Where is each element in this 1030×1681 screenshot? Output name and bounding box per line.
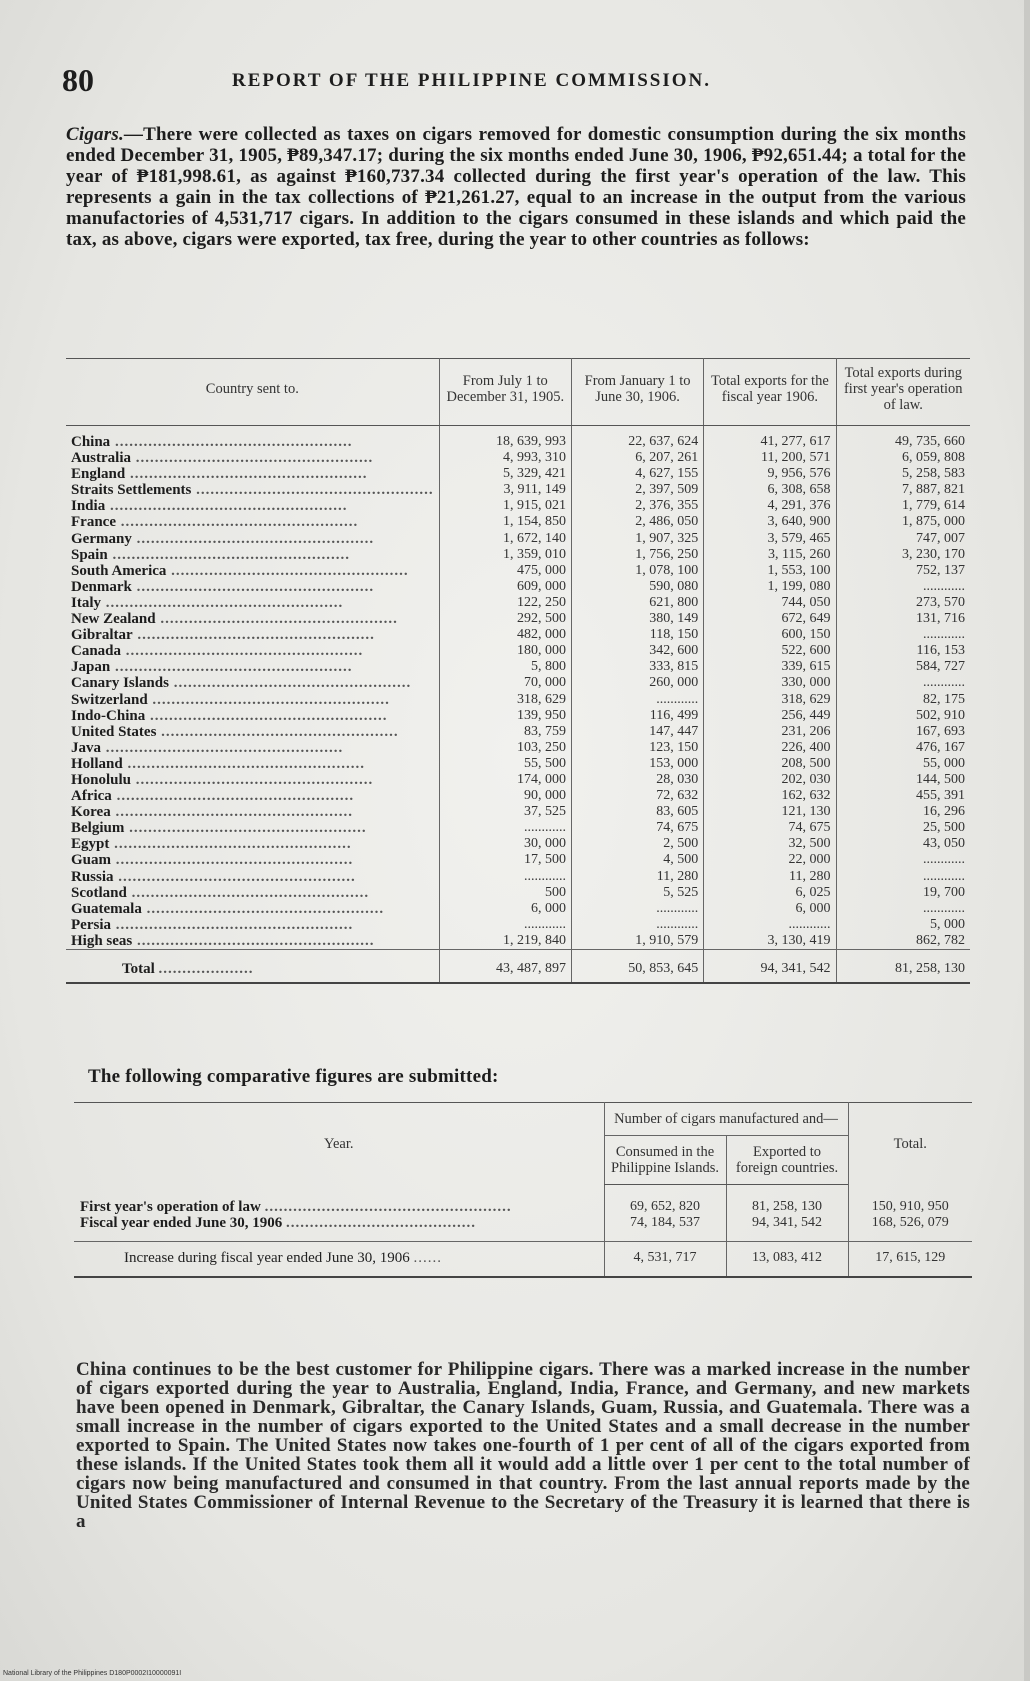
cell-c1: 70, 000 <box>439 675 571 691</box>
cell-c4: ............ <box>836 579 970 595</box>
cell-c3: 256, 449 <box>704 708 836 724</box>
cell-c4: 752, 137 <box>836 563 970 579</box>
page-number: 80 <box>62 62 94 98</box>
cell-c4: 6, 059, 808 <box>836 450 970 466</box>
row-label: Fiscal year ended June 30, 1906 <box>80 1215 283 1231</box>
cell-c4: 584, 727 <box>836 659 970 675</box>
country-name: Holland <box>71 755 123 772</box>
table-row: Switzerland .................................................. 318, 629 ............ 318, 629 82, 175 <box>66 692 970 708</box>
table-row: New Zealand .................................................. 292, 500 380, 149 672, 649 131, 716 <box>66 611 970 627</box>
country-name: Guam <box>71 852 112 869</box>
table-row: First year's operation of law .................................................... 69, 652, 820 81, 258, 130 150, 910, 950 <box>74 1185 972 1216</box>
cell-c1: 500 <box>439 885 571 901</box>
cell-c4: ............ <box>836 901 970 917</box>
cell-c2: 153, 000 <box>571 756 703 772</box>
cell-c2: 2, 486, 050 <box>571 514 703 530</box>
country-name: Switzerland <box>71 691 148 708</box>
col-year-header: Year. <box>323 1135 354 1152</box>
cell-c2: 2, 500 <box>571 836 703 852</box>
cell-c1: 139, 950 <box>439 708 571 724</box>
table-row: Denmark .................................................. 609, 000 590, 080 1, 199, 080 ............ <box>66 579 970 595</box>
cell-c1: 6, 000 <box>439 901 571 917</box>
table-row: South America .................................................. 475, 000 1, 078, 100 1, 553, 100 752, 137 <box>66 563 970 579</box>
cell-c4: 476, 167 <box>836 740 970 756</box>
cell-c4: 502, 910 <box>836 708 970 724</box>
table-row: Australia .................................................. 4, 993, 310 6, 207, 261 11, 200, 571 6, 059, 808 <box>66 450 970 466</box>
country-name: Spain <box>71 546 108 563</box>
cell-c3: 1, 199, 080 <box>704 579 836 595</box>
country-name: High seas <box>71 932 133 949</box>
cell-c4: 7, 887, 821 <box>836 482 970 498</box>
cell-c3: 22, 000 <box>704 852 836 868</box>
cell-c3: 231, 206 <box>704 724 836 740</box>
table-row: Germany .................................................. 1, 672, 140 1, 907, 325 3, 579, 465 747, 007 <box>66 531 970 547</box>
cell-c1: 90, 000 <box>439 788 571 804</box>
table-row: Scotland .................................................. 500 5, 525 6, 025 19, 700 <box>66 885 970 901</box>
country-name: Russia <box>71 868 114 885</box>
cell-c2: 380, 149 <box>571 611 703 627</box>
col-exported-header: Exported to foreign countries. <box>726 1136 848 1185</box>
table-row: England .................................................. 5, 329, 421 4, 627, 155 9, 956, 576 5, 258, 583 <box>66 466 970 482</box>
col-group-header: Number of cigars manufactured and— <box>604 1103 848 1136</box>
cell-c4: 19, 700 <box>836 885 970 901</box>
cell-c3: 3, 640, 900 <box>704 514 836 530</box>
country-name: Indo-China <box>71 707 146 724</box>
cell-c1: 1, 359, 010 <box>439 547 571 563</box>
cell-c2: 11, 280 <box>571 869 703 885</box>
cell-c2: ............ <box>571 692 703 708</box>
cell-c3: ............ <box>704 917 836 933</box>
country-name: France <box>71 514 116 531</box>
table-row: United States .................................................. 83, 759 147, 447 231, 206 167, 693 <box>66 724 970 740</box>
table-row: Spain .................................................. 1, 359, 010 1, 756, 250 3, 115, 260 3, 230, 170 <box>66 547 970 563</box>
cell-c1: 3, 911, 149 <box>439 482 571 498</box>
total-c4: 81, 258, 130 <box>836 950 970 984</box>
cell-c4: 55, 000 <box>836 756 970 772</box>
total-label: Total <box>122 960 155 977</box>
country-name: New Zealand <box>71 611 156 628</box>
country-name: Japan <box>71 659 111 676</box>
cell-total: 168, 526, 079 <box>848 1215 972 1242</box>
table-row: India .................................................. 1, 915, 021 2, 376, 355 4, 291, 376 1, 779, 614 <box>66 498 970 514</box>
cell-c2: ............ <box>571 901 703 917</box>
cell-c2: 83, 605 <box>571 804 703 820</box>
cell-c2: 123, 150 <box>571 740 703 756</box>
country-name: Canary Islands <box>71 675 169 692</box>
cell-c4: 167, 693 <box>836 724 970 740</box>
cell-c1: ............ <box>439 917 571 933</box>
table-row: Indo-China .................................................. 139, 950 116, 499 256, 449 502, 910 <box>66 708 970 724</box>
cell-c4: 43, 050 <box>836 836 970 852</box>
cell-c1: 1, 672, 140 <box>439 531 571 547</box>
cell-c4: 3, 230, 170 <box>836 547 970 563</box>
cell-c4: ............ <box>836 675 970 691</box>
col-consumed-header: Consumed in the Philippine Islands. <box>604 1136 726 1185</box>
cell-c1: 103, 250 <box>439 740 571 756</box>
cell-c3: 74, 675 <box>704 820 836 836</box>
table-row: Holland .................................................. 55, 500 153, 000 208, 500 55, 000 <box>66 756 970 772</box>
table-row: Persia .................................................. ............ ............ ............ 5, 000 <box>66 917 970 933</box>
cell-c3: 11, 200, 571 <box>704 450 836 466</box>
cell-c2: 342, 600 <box>571 643 703 659</box>
cell-c3: 226, 400 <box>704 740 836 756</box>
cell-c4: 5, 258, 583 <box>836 466 970 482</box>
cell-c3: 600, 150 <box>704 627 836 643</box>
cell-consumed: 74, 184, 537 <box>604 1215 726 1242</box>
cell-c4: 25, 500 <box>836 820 970 836</box>
cell-c1: 1, 219, 840 <box>439 933 571 950</box>
page-edge <box>1024 0 1030 1681</box>
increase-consumed: 4, 531, 717 <box>604 1242 726 1278</box>
cell-c4: 49, 735, 660 <box>836 426 970 451</box>
table-row: Fiscal year ended June 30, 1906 ........................................ 74, 184, 537 94, 341, 542 168, 526, 079 <box>74 1215 972 1242</box>
cell-c1: 18, 639, 993 <box>439 426 571 451</box>
cell-c3: 318, 629 <box>704 692 836 708</box>
cell-total: 150, 910, 950 <box>848 1185 972 1216</box>
cell-c3: 744, 050 <box>704 595 836 611</box>
country-name: Scotland <box>71 884 127 901</box>
cell-c1: 83, 759 <box>439 724 571 740</box>
increase-label: Increase during fiscal year ended June 30, 1906 <box>124 1250 410 1266</box>
country-name: Australia <box>71 450 131 467</box>
cell-c1: 4, 993, 310 <box>439 450 571 466</box>
cell-c3: 121, 130 <box>704 804 836 820</box>
col-first-year-header: Total exports during first year's operation of law. <box>836 359 970 426</box>
cell-c2: 4, 500 <box>571 852 703 868</box>
row-label: First year's operation of law <box>80 1198 261 1215</box>
country-name: Gibraltar <box>71 627 133 644</box>
china-paragraph: China continues to be the best customer for Philippine cigars. There was a marked increase in the number of cigars exported during the year to Australia, England, India, France, and Germany, and new markets have been opened in Denmark, Gibraltar, the Canary Islands, Guam, Russia, and Guatemala. There was a small increase in the number of cigars exported to the United States and a small decrease in the number exported to Spain. The United States now takes one-fourth of 1 per cent of all of the cigars exported from these islands. If the United States took them all it would add a little over 1 per cent to the total number of cigars now being manufactured and consumed in that country. From the last annual reports made by the United States Commissioner of Internal Revenue to the Secretary of the Treasury it is learned that there is a <box>76 1359 970 1532</box>
cell-c3: 522, 600 <box>704 643 836 659</box>
cell-c2: 118, 150 <box>571 627 703 643</box>
cell-c3: 208, 500 <box>704 756 836 772</box>
table-row: Guam .................................................. 17, 500 4, 500 22, 000 ............ <box>66 852 970 868</box>
running-head: REPORT OF THE PHILIPPINE COMMISSION. <box>232 70 712 91</box>
cell-c4: ............ <box>836 869 970 885</box>
table-row: Belgium .................................................. ............ 74, 675 74, 675 25, 500 <box>66 820 970 836</box>
col-country-header: Country sent to. <box>66 359 439 426</box>
country-name: India <box>71 498 106 515</box>
country-name: China <box>71 434 111 450</box>
cell-c3: 6, 308, 658 <box>704 482 836 498</box>
cell-c3: 3, 579, 465 <box>704 531 836 547</box>
country-name: Guatemala <box>71 900 142 917</box>
country-name: South America <box>71 562 167 579</box>
cell-c2: 74, 675 <box>571 820 703 836</box>
cell-c4: 116, 153 <box>836 643 970 659</box>
cell-c4: 1, 875, 000 <box>836 514 970 530</box>
cell-c1: 30, 000 <box>439 836 571 852</box>
cell-c4: ............ <box>836 852 970 868</box>
cell-c3: 3, 115, 260 <box>704 547 836 563</box>
page-header <box>62 62 962 102</box>
total-c1: 43, 487, 897 <box>439 950 571 984</box>
cell-c2: 333, 815 <box>571 659 703 675</box>
table-row: Africa .................................................. 90, 000 72, 632 162, 632 455, 391 <box>66 788 970 804</box>
cell-c1: 55, 500 <box>439 756 571 772</box>
cell-c2: 5, 525 <box>571 885 703 901</box>
cell-c2: 590, 080 <box>571 579 703 595</box>
cell-c1: ............ <box>439 869 571 885</box>
cell-c1: 1, 154, 850 <box>439 514 571 530</box>
cell-c1: 17, 500 <box>439 852 571 868</box>
cell-c3: 41, 277, 617 <box>704 426 836 451</box>
cell-c3: 202, 030 <box>704 772 836 788</box>
cell-c4: 131, 716 <box>836 611 970 627</box>
cell-c4: 144, 500 <box>836 772 970 788</box>
cell-c1: 292, 500 <box>439 611 571 627</box>
cell-c2: 1, 910, 579 <box>571 933 703 950</box>
cell-c4: 455, 391 <box>836 788 970 804</box>
cell-c1: 318, 629 <box>439 692 571 708</box>
table-row: Java .................................................. 103, 250 123, 150 226, 400 476, 167 <box>66 740 970 756</box>
cell-c3: 6, 025 <box>704 885 836 901</box>
cell-c1: 174, 000 <box>439 772 571 788</box>
country-name: Java <box>71 739 101 756</box>
cell-c2: ............ <box>571 917 703 933</box>
table-row: China .................................................. 18, 639, 993 22, 637, 624 41, 277, 617 49, 735, 660 <box>66 426 970 451</box>
country-name: Persia <box>71 916 111 933</box>
table-row: France .................................................. 1, 154, 850 2, 486, 050 3, 640, 900 1, 875, 000 <box>66 514 970 530</box>
cell-c2: 1, 907, 325 <box>571 531 703 547</box>
exports-table-header <box>66 359 970 426</box>
table-row: Egypt .................................................. 30, 000 2, 500 32, 500 43, 050 <box>66 836 970 852</box>
cell-c3: 339, 615 <box>704 659 836 675</box>
country-name: Germany <box>71 530 132 547</box>
country-name: Belgium <box>71 820 125 837</box>
table-row: Japan .................................................. 5, 800 333, 815 339, 615 584, 727 <box>66 659 970 675</box>
cell-c4: 273, 570 <box>836 595 970 611</box>
cell-c3: 4, 291, 376 <box>704 498 836 514</box>
total-c2: 50, 853, 645 <box>571 950 703 984</box>
cell-c1: 180, 000 <box>439 643 571 659</box>
cigars-text: —There were collected as taxes on cigars removed for domestic consumption during the six months ended December 31, 1905, ₱89,347.17; during the six months ended June 30, 1906, ₱92,651.44; a total for the year of ₱181,998.61, as against ₱160,737.34 collected during the first year's operation of the law. This represents a gain in the tax collections of ₱21,261.27, equal to an increase in the output from the various manufactories of 4,531,717 cigars. In addition to the cigars consumed in these islands and which paid the tax, as above, cigars were exported, tax free, during the year to other countries as follows: <box>66 124 966 250</box>
cell-c1: 5, 800 <box>439 659 571 675</box>
col-fiscal-total-header: Total exports for the fiscal year 1906. <box>704 359 836 426</box>
table-row: Russia .................................................. ............ 11, 280 11, 280 ............ <box>66 869 970 885</box>
cell-c2: 6, 207, 261 <box>571 450 703 466</box>
cigars-lead: Cigars. <box>66 124 124 145</box>
cell-c4: 862, 782 <box>836 933 970 950</box>
table-row: Guatemala .................................................. 6, 000 ............ 6, 000 ............ <box>66 901 970 917</box>
cell-c2: 1, 756, 250 <box>571 547 703 563</box>
country-name: Italy <box>71 594 101 611</box>
cell-c1: ............ <box>439 820 571 836</box>
scan-footer: National Library of the Philippines D180P0002I10000091I <box>3 1670 182 1677</box>
comparative-table <box>74 1102 972 1278</box>
cell-c1: 122, 250 <box>439 595 571 611</box>
col-jul-dec-header: From July 1 to December 31, 1905. <box>439 359 571 426</box>
increase-row: Increase during fiscal year ended June 30, 1906 ...... 4, 531, 717 13, 083, 412 17, 615, 129 <box>74 1242 972 1278</box>
cell-c2: 1, 078, 100 <box>571 563 703 579</box>
exports-table <box>66 358 970 984</box>
country-name: Honolulu <box>71 771 132 788</box>
cell-c4: ............ <box>836 627 970 643</box>
table-row: Italy .................................................. 122, 250 621, 800 744, 050 273, 570 <box>66 595 970 611</box>
cell-exported: 94, 341, 542 <box>726 1215 848 1242</box>
cell-c1: 482, 000 <box>439 627 571 643</box>
cell-c2: 22, 637, 624 <box>571 426 703 451</box>
increase-exported: 13, 083, 412 <box>726 1242 848 1278</box>
cell-c3: 11, 280 <box>704 869 836 885</box>
cell-c3: 162, 632 <box>704 788 836 804</box>
cell-c3: 32, 500 <box>704 836 836 852</box>
cell-c2: 116, 499 <box>571 708 703 724</box>
country-name: Egypt <box>71 836 110 853</box>
cell-c3: 672, 649 <box>704 611 836 627</box>
cell-c2: 260, 000 <box>571 675 703 691</box>
table-row: High seas .................................................. 1, 219, 840 1, 910, 579 3, 130, 419 862, 782 <box>66 933 970 950</box>
cell-c3: 1, 553, 100 <box>704 563 836 579</box>
exports-table-body <box>66 426 970 950</box>
country-name: Korea <box>71 804 111 821</box>
cell-c1: 5, 329, 421 <box>439 466 571 482</box>
cell-c4: 747, 007 <box>836 531 970 547</box>
cell-c1: 609, 000 <box>439 579 571 595</box>
cell-c2: 147, 447 <box>571 724 703 740</box>
cell-c1: 475, 000 <box>439 563 571 579</box>
cell-c1: 37, 525 <box>439 804 571 820</box>
cell-c4: 16, 296 <box>836 804 970 820</box>
country-name: Denmark <box>71 578 132 595</box>
cell-c3: 6, 000 <box>704 901 836 917</box>
country-name: United States <box>71 723 157 740</box>
exports-total-row: Total .................... 43, 487, 897 50, 853, 645 94, 341, 542 81, 258, 130 <box>66 950 970 984</box>
country-name: Africa <box>71 788 112 805</box>
cell-c2: 621, 800 <box>571 595 703 611</box>
cell-c2: 2, 376, 355 <box>571 498 703 514</box>
col-total-header: Total. <box>848 1103 972 1185</box>
country-name: Canada <box>71 643 122 660</box>
cell-c3: 330, 000 <box>704 675 836 691</box>
cell-c2: 28, 030 <box>571 772 703 788</box>
cell-c3: 9, 956, 576 <box>704 466 836 482</box>
increase-total: 17, 615, 129 <box>848 1242 972 1278</box>
cell-exported: 81, 258, 130 <box>726 1185 848 1216</box>
cell-consumed: 69, 652, 820 <box>604 1185 726 1216</box>
col-jan-jun-header: From January 1 to June 30, 1906. <box>571 359 703 426</box>
cell-c2: 72, 632 <box>571 788 703 804</box>
cell-c2: 4, 627, 155 <box>571 466 703 482</box>
cigars-paragraph <box>66 124 966 250</box>
table-row: Canada .................................................. 180, 000 342, 600 522, 600 116, 153 <box>66 643 970 659</box>
table-row: Gibraltar .................................................. 482, 000 118, 150 600, 150 ............ <box>66 627 970 643</box>
cell-c3: 3, 130, 419 <box>704 933 836 950</box>
comparative-intro: The following comparative figures are submitted: <box>88 1066 499 1087</box>
cell-c4: 82, 175 <box>836 692 970 708</box>
total-c3: 94, 341, 542 <box>704 950 836 984</box>
cell-c1: 1, 915, 021 <box>439 498 571 514</box>
country-name: England <box>71 466 126 483</box>
cell-c4: 5, 000 <box>836 917 970 933</box>
table-row: Canary Islands .................................................. 70, 000 260, 000 330, 000 ............ <box>66 675 970 691</box>
cell-c2: 2, 397, 509 <box>571 482 703 498</box>
table-row: Straits Settlements .................................................. 3, 911, 149 2, 397, 509 6, 308, 658 7, 887, 821 <box>66 482 970 498</box>
table-row: Honolulu .................................................. 174, 000 28, 030 202, 030 144, 500 <box>66 772 970 788</box>
cell-c4: 1, 779, 614 <box>836 498 970 514</box>
country-name: Straits Settlements <box>71 482 192 499</box>
table-row: Korea .................................................. 37, 525 83, 605 121, 130 16, 296 <box>66 804 970 820</box>
